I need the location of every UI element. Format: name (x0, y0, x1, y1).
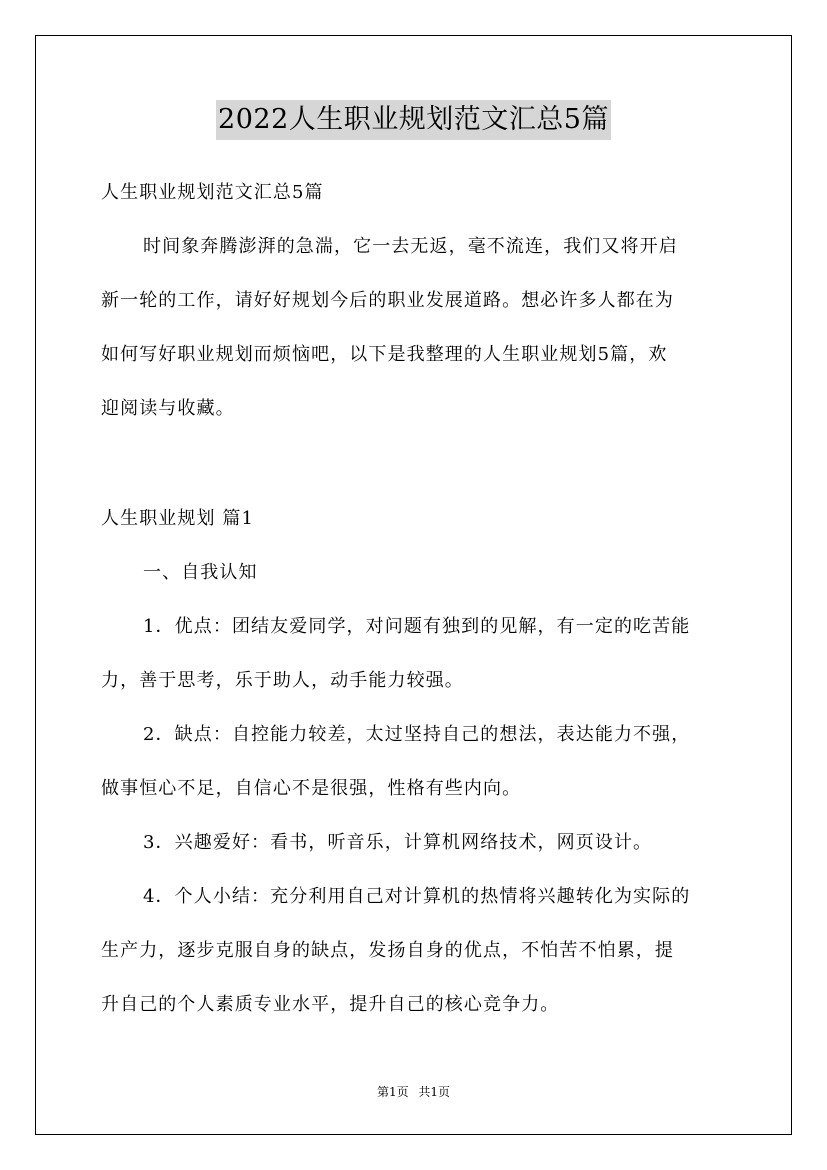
item-3-line-1: 3．兴趣爱好：看书，听音乐，计算机网络技术，网页设计。 (143, 832, 653, 853)
intro-line-2: 新一轮的工作，请好好规划今后的职业发展道路。想必许多人都在为 (101, 290, 674, 311)
document-subtitle: 人生职业规划范文汇总5篇 (101, 182, 324, 203)
title-wrapper (0, 100, 827, 140)
item-1-line-1: 1．优点：团结友爱同学，对问题有独到的见解，有一定的吃苦能 (143, 616, 691, 637)
item-2-line-1: 2．缺点：自控能力较差，太过坚持自己的想法，表达能力不强， (143, 724, 691, 745)
item-2-line-2: 做事恒心不足，自信心不是很强，性格有些内向。 (101, 778, 522, 799)
item-4-line-2: 生产力，逐步克服自身的缺点，发扬自身的优点，不怕苦不怕累，提 (101, 940, 674, 961)
page-footer (0, 1083, 827, 1101)
intro-line-3: 如何写好职业规划而烦恼吧，以下是我整理的人生职业规划5篇，欢 (101, 344, 668, 365)
page-total: 共1页 (418, 1085, 451, 1099)
item-1-line-2: 力，善于思考，乐于助人，动手能力较强。 (101, 670, 464, 691)
document-title: 2022人生职业规划范文汇总5篇 (216, 100, 611, 140)
section-heading: 人生职业规划 篇1 (101, 508, 255, 529)
intro-line-4: 迎阅读与收藏。 (101, 398, 235, 419)
item-4-line-3: 升自己的个人素质专业水平，提升自己的核心竞争力。 (101, 994, 560, 1015)
intro-line-1: 时间象奔腾澎湃的急湍，它一去无返，毫不流连，我们又将开启 (143, 236, 678, 257)
item-4-line-1: 4．个人小结：充分利用自己对计算机的热情将兴趣转化为实际的 (143, 886, 691, 907)
page-number: 第1页 (376, 1085, 409, 1099)
subsection-heading: 一、自我认知 (143, 562, 258, 583)
